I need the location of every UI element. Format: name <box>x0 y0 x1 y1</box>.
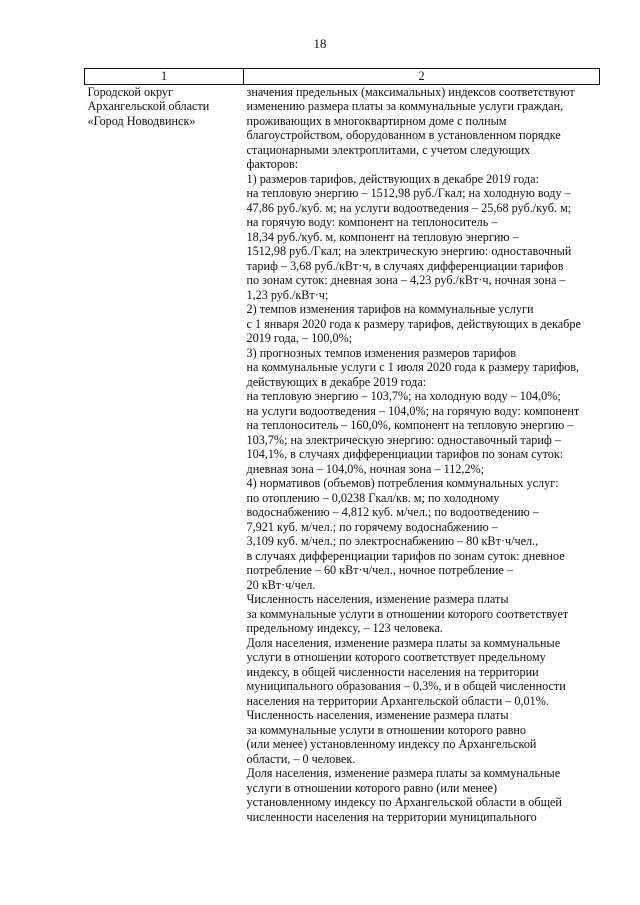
municipality-name-line: Городской округ <box>87 84 174 99</box>
table-row <box>85 84 600 824</box>
description-text-line: муниципального образования – 0,3%, и в общей численности <box>246 679 566 693</box>
description-text-line: благоустройством, оборудованном в установленном порядке <box>246 128 561 142</box>
description-text-line: 104,1%, в случаях дифференциации тарифов по зонам суток: <box>246 447 564 461</box>
description-text-line: водоснабжению – 4,812 куб. м/чел.; по водоотведению – <box>246 505 539 519</box>
description-text-line: на горячую воду: компонент на теплоноситель – <box>246 215 498 229</box>
description-text-line: предельному индексу, – 123 человека. <box>246 621 443 635</box>
description-text-line: населения на территории Архангельской области – 0,01%. <box>246 693 549 708</box>
description-text-line: 18,34 руб./куб. м, компонент на тепловую энергию – <box>246 229 519 244</box>
description-text-line: области, – 0 человек. <box>246 751 356 766</box>
description-text-line: 4) нормативов (объемов) потребления коммунальных услуг: <box>246 476 559 490</box>
description-text-line: 2019 года, – 100,0%; <box>246 331 353 345</box>
description-text-line: на тепловую энергию – 1512,98 руб./Гкал; на холодную воду – <box>246 186 571 200</box>
description-text-line: услуги в отношении которого соответствует предельному <box>246 650 546 664</box>
municipality-name-line: «Город Новодвинск» <box>87 113 196 128</box>
description-cell <box>244 84 600 824</box>
description-text-line: 47,86 руб./куб. м; на услуги водоотведения – 25,68 руб./куб. м; <box>246 200 572 215</box>
description-text-line: факторов: <box>246 157 299 171</box>
description-text-line: на коммунальные услуги с 1 июля 2020 года к размеру тарифов, <box>246 360 580 374</box>
description-text-line: с 1 января 2020 года к размеру тарифов, действующих в декабре <box>246 316 581 331</box>
description-text-line: за коммунальные услуги в отношении которого соответствует <box>246 606 569 621</box>
description-text-line: Численность населения, изменение размера платы <box>246 592 509 606</box>
table-header-row <box>85 69 600 85</box>
description-text-line: проживающих в многоквартирном доме с полным <box>246 113 507 128</box>
description-text-line: 3,109 куб. м/чел.; по электроснабжению – 80 кВт·ч/чел., <box>246 534 539 548</box>
description-text-line: 1512,98 руб./Гкал; на электрическую энергию: одноставочный <box>246 244 572 258</box>
header-col-2: 2 <box>244 69 600 85</box>
description-text-line: тариф – 3,68 руб./кВт·ч, в случаях дифференциации тарифов <box>246 258 564 273</box>
description-text-line: за коммунальные услуги в отношении которого равно <box>246 722 527 737</box>
description-text-line: по отоплению – 0,0238 Гкал/кв. м; по холодному <box>246 490 500 505</box>
description-text-line: дневная зона – 104,0%, ночная зона – 112,2%; <box>246 461 485 476</box>
description-text-line: значения предельных (максимальных) индексов соответствуют <box>246 84 575 99</box>
description-text-line: услуги в отношении которого равно (или менее) <box>246 780 498 795</box>
description-text-line: в случаях дифференциации тарифов по зонам суток: дневное <box>246 548 565 563</box>
description-text-line: 7,921 куб. м/чел.; по горячему водоснабжению – <box>246 519 498 534</box>
description-text-line: 1) размеров тарифов, действующих в декабре 2019 года: <box>246 171 539 186</box>
description-text-line: 3) прогнозных темпов изменения размеров тарифов <box>246 345 516 360</box>
header-col-1: 1 <box>85 69 244 85</box>
description-text-line: установленному индексу по Архангельской области в общей <box>246 795 562 809</box>
description-text-line: Доля населения, изменение размера платы за коммунальные <box>246 635 561 650</box>
description-text-line: потребление – 60 кВт·ч/чел., ночное потребление – <box>246 563 513 577</box>
description-text-line: на тепловую энергию – 103,7%; на холодную воду – 104,0%; <box>246 389 561 403</box>
description-text-line: численности населения на территории муниципального <box>246 809 537 824</box>
description-text-line: Численность населения, изменение размера платы <box>246 708 509 722</box>
description-text-line: 2) темпов изменения тарифов на коммунальные услуги <box>246 302 534 316</box>
description-text-line: 103,7%; на электрическую энергию: одноставочный тариф – <box>246 432 561 447</box>
description-text-line: Доля населения, изменение размера платы за коммунальные <box>246 766 561 780</box>
municipality-name-line: Архангельской области <box>87 99 210 113</box>
page-number: 18 <box>313 36 327 51</box>
description-text-line: на услуги водоотведения – 104,0%; на горячую воду: компонент <box>246 403 580 418</box>
description-text-line: 1,23 руб./кВт·ч; <box>246 287 329 302</box>
description-text-line: на теплоноситель – 160,0%, компонент на тепловую энергию – <box>246 418 574 432</box>
municipality-cell <box>85 84 244 824</box>
description-text-line: (или менее) установленному индексу по Архангельской <box>246 737 537 751</box>
description-text-line: изменению размера платы за коммунальные услуги граждан, <box>246 99 564 113</box>
description-text-line: действующих в декабре 2019 года: <box>246 374 427 389</box>
document-table <box>84 68 600 824</box>
description-text-line: индексу, в общей численности населения на территории <box>246 664 539 679</box>
description-text-line: 20 кВт·ч/чел. <box>246 577 316 592</box>
description-text-line: по зонам суток: дневная зона – 4,23 руб./кВт·ч, ночная зона – <box>246 273 566 287</box>
description-text-line: стационарными электроплитами, с учетом следующих <box>246 142 531 157</box>
